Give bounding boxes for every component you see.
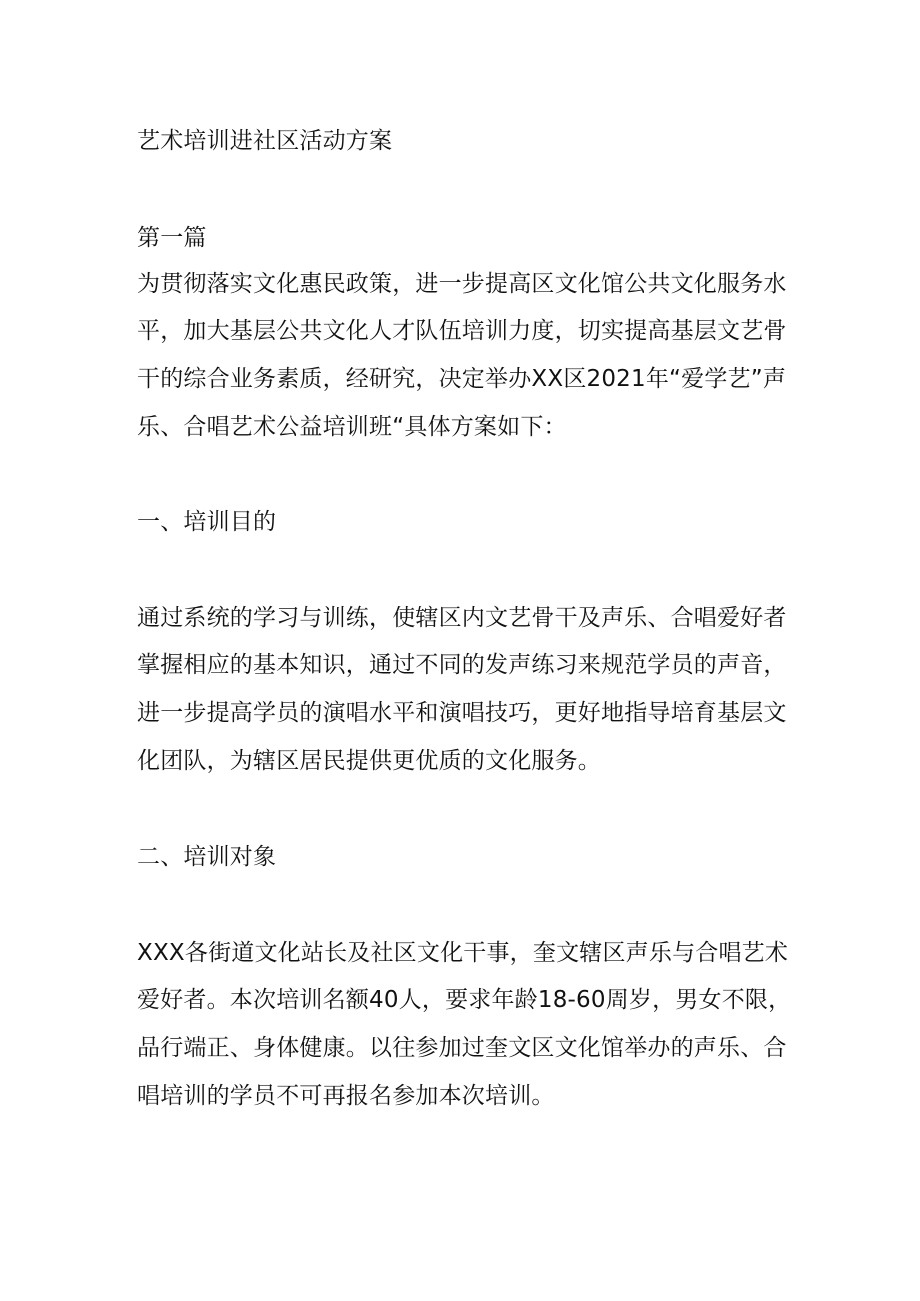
intro-line-3: 干的综合业务素质，经研究，决定举办XX区2021年“爱学艺”声 xyxy=(137,366,787,392)
targets-line-2: 爱好者。本次培训名额40人，要求年龄18-60周岁，男女不限， xyxy=(137,987,792,1013)
section-heading-training-purpose: 一、培训目的 xyxy=(137,509,277,535)
purpose-line-2: 掌握相应的基本知识，通过不同的发声练习来规范学员的声音， xyxy=(137,652,787,678)
targets-line-4: 唱培训的学员不可再报名参加本次培训。 xyxy=(137,1083,555,1109)
intro-line-1: 为贯彻落实文化惠民政策，进一步提高区文化馆公共文化服务水 xyxy=(137,271,787,297)
purpose-line-4: 化团队，为辖区居民提供更优质的文化服务。 xyxy=(137,748,601,774)
intro-line-4: 乐、合唱艺术公益培训班“具体方案如下： xyxy=(137,414,567,440)
section-label: 第一篇 xyxy=(137,225,207,251)
document-title: 艺术培训进社区活动方案 xyxy=(137,128,393,154)
targets-line-3: 品行端正、身体健康。以往参加过奎文区文化馆举办的声乐、合 xyxy=(137,1035,787,1061)
section-heading-training-targets: 二、培训对象 xyxy=(137,844,277,870)
purpose-line-3: 进一步提高学员的演唱水平和演唱技巧，更好地指导培育基层文 xyxy=(137,700,787,726)
targets-line-1: XXX各街道文化站长及社区文化干事，奎文辖区声乐与合唱艺术 xyxy=(137,940,789,966)
purpose-line-1: 通过系统的学习与训练，使辖区内文艺骨干及声乐、合唱爱好者 xyxy=(137,605,787,631)
intro-line-2: 平，加大基层公共文化人才队伍培训力度，切实提高基层文艺骨 xyxy=(137,318,787,344)
